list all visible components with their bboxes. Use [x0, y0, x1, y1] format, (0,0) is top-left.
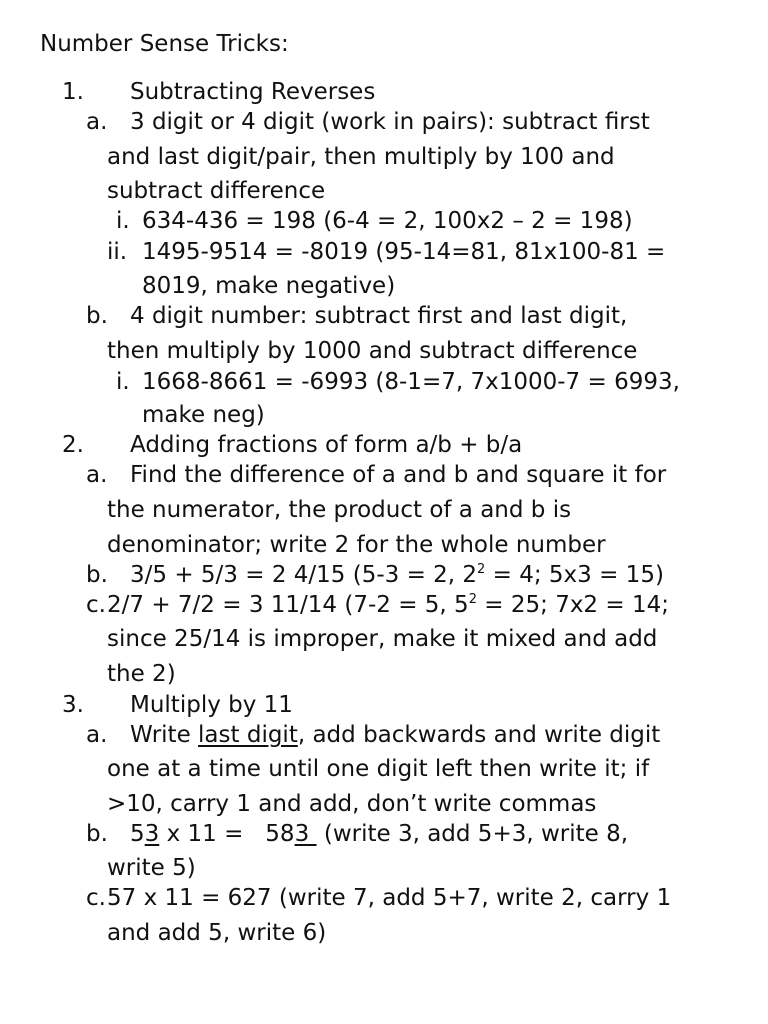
- item-3c-marker: c.: [86, 885, 106, 911]
- item-2c-marker: c.: [86, 592, 106, 618]
- underlined-digit: 3: [294, 821, 317, 847]
- item-2a-line-3: denominator; write 2 for the whole number: [107, 532, 606, 558]
- underlined-digit: 3: [144, 821, 160, 847]
- item-1b-marker: b.: [86, 303, 108, 329]
- item-1a-line-3: subtract difference: [107, 178, 326, 204]
- section-1-heading: Subtracting Reverses: [130, 79, 376, 105]
- exponent: 2: [468, 592, 477, 607]
- section-3-heading: Multiply by 11: [130, 692, 293, 718]
- underlined-text: last digit: [198, 722, 298, 748]
- item-1a-ii-line-2: 8019, make negative): [142, 273, 396, 299]
- section-3-marker: 3.: [62, 692, 84, 718]
- item-3b-marker: b.: [86, 821, 108, 847]
- item-2b-marker: b.: [86, 562, 108, 588]
- item-1b-line-2: then multiply by 1000 and subtract difference: [107, 338, 638, 364]
- section-2-heading: Adding fractions of form a/b + b/a: [130, 432, 523, 458]
- item-1a-i-marker: i.: [116, 208, 130, 234]
- item-3a-marker: a.: [86, 722, 108, 748]
- item-2a-line-2: the numerator, the product of a and b is: [107, 497, 572, 523]
- item-1a-line-2: and last digit/pair, then multiply by 100 and: [107, 144, 615, 170]
- item-2c-line-2: since 25/14 is improper, make it mixed and add: [107, 626, 658, 652]
- document-page: Number Sense Tricks: 1. Subtracting Reverses a. 3 digit or 4 digit (work in pairs): subtract first and last digit/pair, then multiply by 100 and subtract difference i. 634-436 = 198 (6-4 = 2, 100x2 – 2 = 198) ii. 1495-9514 = -8019 (95-14=81, 81x100-81 = 8019, make negative) b. 4 digit number: subtract first and last digit, then multiply by 1000 and subtract difference i. 1668-8661 = -6993 (8-1=7, 7x1000-7 = 6993, make neg) 2. Adding fractions of form a/b + b/a a. Find the difference of a and b and square it for the numerator, the product of a and b is denominator; write 2 for the whole number b. 3/5 + 5/3 = 2 4/15 (5-3 = 2, $2^2 = 4$; 5x3 = 15) c. 2/7 + 7/2 = 3 11/14 (7-2 = 5, $5^2 = 25$; 7x2 = 14; since 25/14 is improper, make it mixed and add the 2) 3. Multiply by 11 a. Write last digit, add backwards and write digit one at a time until one digit left then write it; if >10, carry 1 and add, don’t write commas b. 53 x 11 = 583 (write 3, add 5+3, write 8, write 5) c. 57 x 11 = 627 (write 7, add 5+7, write 2, carry 1 and add 5, write 6): [0, 0, 768, 1024]
- item-3a-line-2: one at a time until one digit left then write it; if: [107, 756, 650, 782]
- item-1a-ii-marker: ii.: [107, 239, 128, 265]
- item-2a-marker: a.: [86, 462, 108, 488]
- item-1b-i-marker: i.: [116, 369, 130, 395]
- exponent: 2: [477, 562, 486, 577]
- item-1b-i-line-2: make neg): [142, 402, 265, 428]
- item-2c-line-3: the 2): [107, 661, 176, 687]
- section-1-marker: 1.: [62, 79, 84, 105]
- document-title: Number Sense Tricks:: [40, 31, 289, 57]
- item-3b-line-2: write 5): [107, 855, 196, 881]
- item-1a-marker: a.: [86, 109, 108, 135]
- item-3c-line-2: and add 5, write 6): [107, 920, 327, 946]
- item-3a-line-3: >10, carry 1 and add, don’t write commas: [107, 791, 597, 817]
- section-2-marker: 2.: [62, 432, 84, 458]
